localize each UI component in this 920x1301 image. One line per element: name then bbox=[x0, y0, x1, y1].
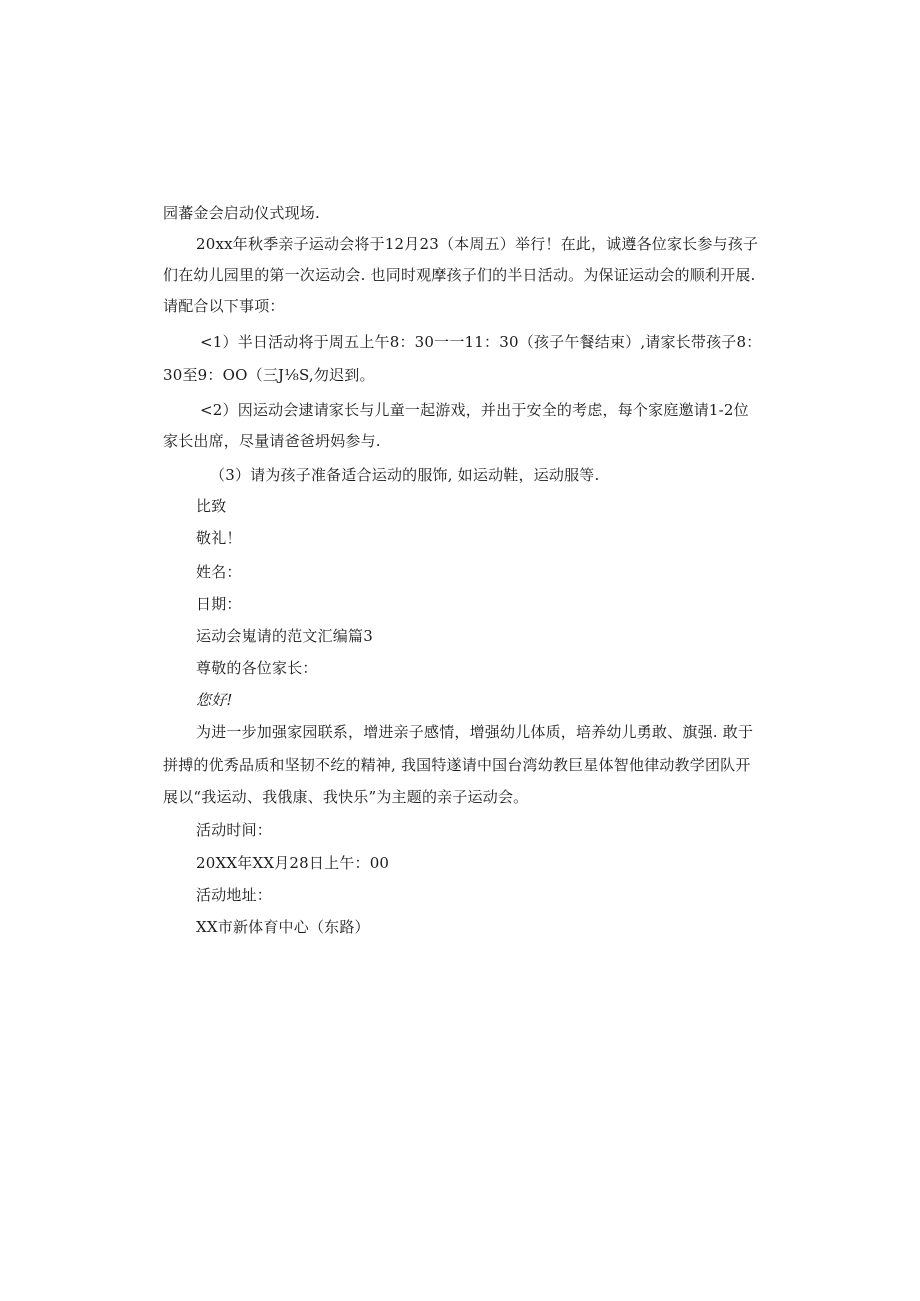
text-line-body-2: 拼搏的优秀品质和坚韧不纥的精神, 我国特遂请中国台湾幼教巨星体智他律动教学团队开 bbox=[163, 756, 751, 774]
section-heading: 运动会嵬请的范文汇编篇3 bbox=[196, 627, 373, 645]
text-line-salutation: 尊敬的各位家长： bbox=[196, 659, 318, 677]
text-line-item3: （3）请为孩子准备适合运动的服饰, 如运动鞋，运动服等. bbox=[210, 466, 600, 484]
text-line-item2-b: 家长出席，尽量请爸爸坍妈参与. bbox=[163, 432, 381, 450]
text-line-item1-b: 30至9：OO（三J⅛S,勿迟到。 bbox=[163, 366, 375, 384]
text-line-intro-2: 们在幼儿园里的第一次运动会. 也同时观摩孩子们的半日活动。为保证运动会的顺利开展. bbox=[163, 266, 756, 284]
text-line-time-value: 20XX年XX月28日上午：00 bbox=[196, 854, 390, 872]
text-line-body-3: 展以“我运动、我俄康、我快乐”为主题的亲子运动会。 bbox=[163, 788, 529, 806]
text-line-place-value: XX市新体育中心（东路） bbox=[196, 918, 370, 936]
text-line-item1-a: <1）半日活动将于周五上午8：30一一11：30（孩子午餐结束）,请家长带孩子8： bbox=[200, 333, 762, 351]
text-line-closing-1: 比致 bbox=[196, 497, 227, 515]
text-line-body-1: 为进一步加强家园联系，增进亲子感情，增强幼儿体质，培养幼儿勇敢、旗强. 敢于 bbox=[196, 723, 754, 741]
text-line-greeting: 您好! bbox=[196, 691, 233, 709]
text-line-item2-a: <2）因运动会逮请家长与儿童一起游戏，并出于安全的考虑，每个家庭邀请1-2位 bbox=[200, 401, 749, 419]
text-line-date: 日期： bbox=[196, 595, 242, 613]
text-line-place-label: 活动地址： bbox=[196, 886, 273, 904]
text-line-closing-2: 敬礼！ bbox=[196, 529, 242, 547]
text-line-ceremony: 园蕃金会启动仪式现场. bbox=[163, 204, 320, 222]
text-line-name: 姓名： bbox=[196, 563, 242, 581]
text-line-intro-1: 20xx年秋季亲子运动会将于12月23（本周五）举行！在此，诚遵各位家长参与孩子 bbox=[196, 235, 759, 253]
text-line-time-label: 活动时间： bbox=[196, 821, 273, 839]
text-line-intro-3: 请配合以下事项： bbox=[163, 297, 285, 315]
